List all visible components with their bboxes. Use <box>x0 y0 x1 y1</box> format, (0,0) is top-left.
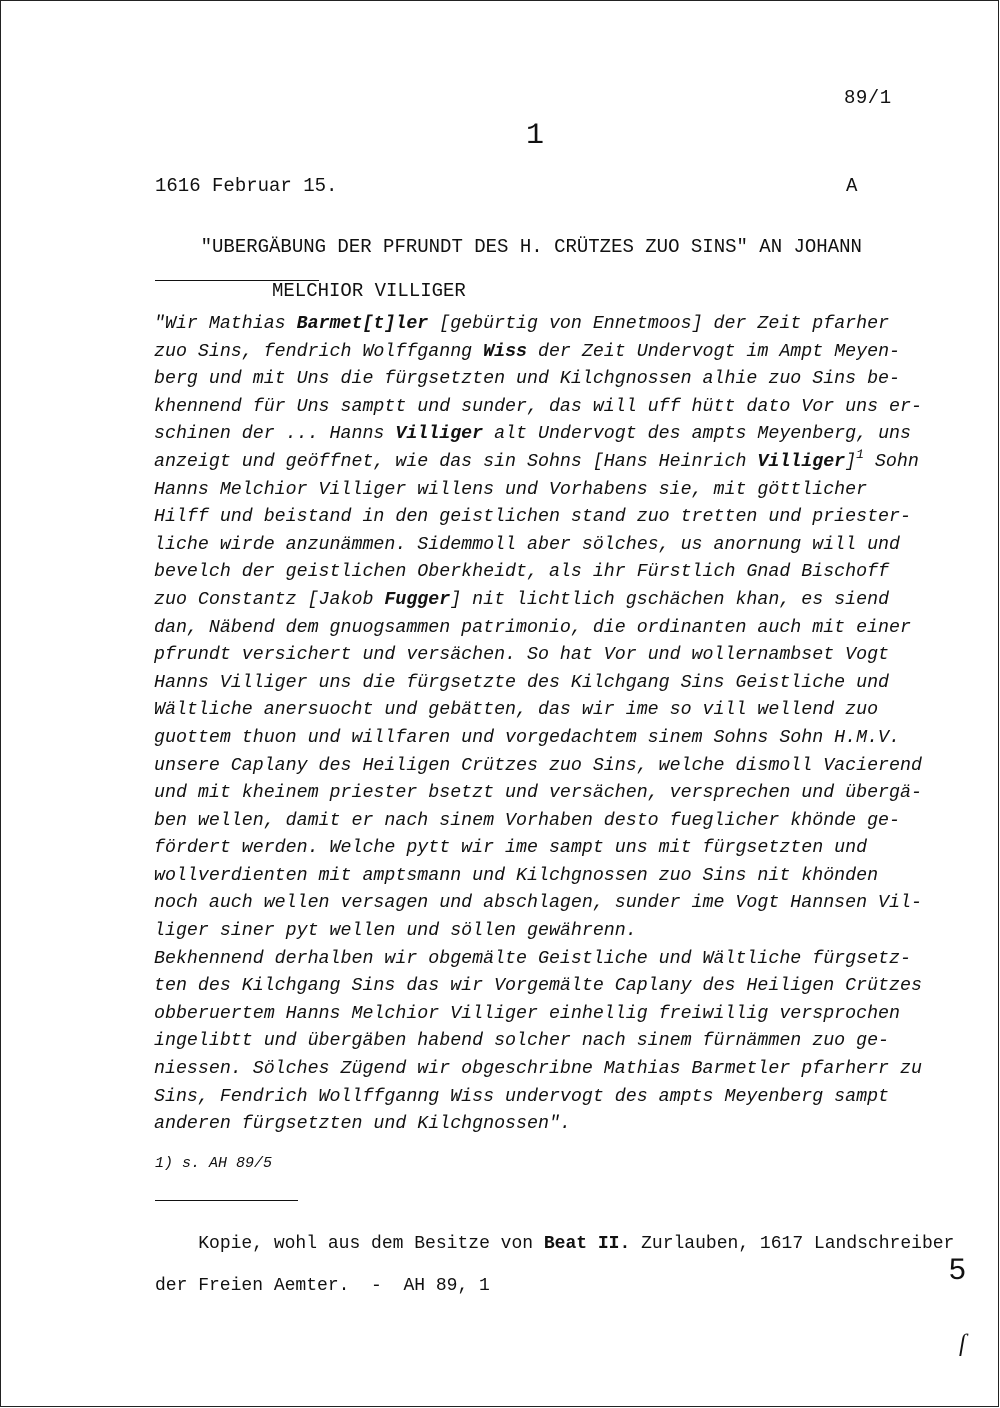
body-line: noch auch wellen versagen und abschlagen, sunder ime Vogt Hannsen Vil- <box>154 893 922 914</box>
body-line: Hanns Villiger uns die fürgsetzte des Kilchgang Sins Geistliche und <box>154 672 890 693</box>
body-line: pfrundt versichert und versächen. So hat Vor und wollernambset Vogt <box>154 645 890 666</box>
footnote-marker: 1 <box>856 446 864 462</box>
document-number: 1 <box>526 119 545 153</box>
body-line: zuo Constantz [Jakob Fugger] nit lichtlich gschächen khan, es siend <box>154 589 890 610</box>
body-line: dan, Näbend dem gnuogsammen patrimonio, die ordinanten auch mit einer <box>154 617 911 638</box>
source-rule <box>155 1200 298 1201</box>
document-body <box>154 311 934 1139</box>
body-line: unsere Caplany des Heiligen Crützes zuo Sins, welche dismoll Vacierend <box>154 755 922 776</box>
source-note: Kopie, wohl aus dem Besitze von Beat II. Zurlauben, 1617 Landschreiber der Freien Aemter. - AH 89, 1 <box>155 1234 955 1296</box>
body-line: liche wirde anzunämmen. Sidemmoll aber sölches, us anornung will und <box>154 534 900 555</box>
body-line: anzeigt und geöffnet, wie das sin Sohns [Hans Heinrich Villiger]$^1$ Sohn <box>154 446 919 472</box>
document-title <box>155 214 862 324</box>
body-line: Wältliche anersuocht und gebätten, das wir ime so vill wellend zuo <box>154 700 879 721</box>
footnote: 1) s. AH 89/5 <box>155 1155 273 1172</box>
name-bold: Wiss <box>483 341 528 362</box>
body-line: ten des Kilchgang Sins das wir Vorgemälte Caplany des Heiligen Crützes <box>154 976 922 997</box>
body-line: "Wir Mathias Barmet[t]ler [gebürtig von Ennetmoos] der Zeit pfarher <box>154 314 890 334</box>
body-line: Hanns Melchior Villiger willens und Vorhabens sie, mit göttlicher <box>154 479 868 500</box>
body-line: und mit kheinem priester bsetzt und versächen, versprechen und übergä- <box>154 783 922 804</box>
body-line: schinen der ... Hanns Villiger alt Undervogt des ampts Meyenberg, uns <box>154 424 911 445</box>
title-line-1: "UBERGÄBUNG DER PFRUNDT DES H. CRÜTZES ZUO SINS" AN JOHANN <box>200 236 862 258</box>
name-bold: Fugger <box>384 589 451 610</box>
body-line: fördert werden. Welche pytt wir ime sampt uns mit fürgsetzten und <box>154 838 868 859</box>
archive-reference: 89/1 <box>844 87 892 109</box>
body-line: ingelibtt und übergäben habend solcher nach sinem fürnämmen zuo ge- <box>154 1031 890 1052</box>
name-bold: Barmet[t]ler <box>296 314 429 334</box>
title-rule <box>155 280 319 281</box>
body-line: Sins, Fendrich Wollffganng Wiss undervogt des ampts Meyenberg sampt <box>154 1086 890 1107</box>
margin-number-mark: 5 <box>949 1253 966 1286</box>
body-line: niessen. Sölches Zügend wir obgeschribne Mathias Barmetler pfarherr zu <box>154 1059 922 1080</box>
body-line: Bekhennend derhalben wir obgemälte Geistliche und Wältliche fürgsetz- <box>154 948 911 969</box>
name-bold: Villiger <box>757 451 846 472</box>
name-bold: Beat II. <box>543 1234 631 1254</box>
body-line: ben wellen, damit er nach sinem Vorhaben desto fueglicher khönde ge- <box>154 810 900 831</box>
body-line: bevelch der geistlichen Oberkheidt, als ihr Fürstlich Gnad Bischoff <box>154 562 890 583</box>
name-bold: Villiger <box>395 424 484 445</box>
margin-handwritten-mark: ſ <box>959 1331 966 1357</box>
body-line: wollverdienten mit amptsmann und Kilchgnossen zuo Sins nit khönden <box>154 865 879 886</box>
body-line: anderen fürgsetzten und Kilchgnossen". <box>154 1114 571 1135</box>
body-line: berg und mit Uns die fürgsetzten und Kilchgnossen alhie zuo Sins be- <box>154 369 900 390</box>
body-line: liger siner pyt wellen und söllen gewährenn. <box>154 921 637 942</box>
title-line-2: MELCHIOR VILLIGER <box>272 280 466 302</box>
body-line: zuo Sins, fendrich Wolffganng Wiss der Zeit Undervogt im Ampt Meyen- <box>154 341 901 362</box>
body-line: Hilff und beistand in den geistlichen stand zuo tretten und priester- <box>154 507 911 528</box>
body-line: obberuertem Hanns Melchior Villiger einhellig freiwillig versprochen <box>154 1003 900 1024</box>
body-line: guottem thuon und willfaren und vorgedachtem sinem Sohns Sohn H.M.V. <box>154 727 900 748</box>
body-line: khennend für Uns samptt und sunder, das will uff hütt dato Vor uns er- <box>154 396 922 417</box>
document-date: 1616 Februar 15. <box>155 175 338 197</box>
document-letter: A <box>846 175 858 197</box>
